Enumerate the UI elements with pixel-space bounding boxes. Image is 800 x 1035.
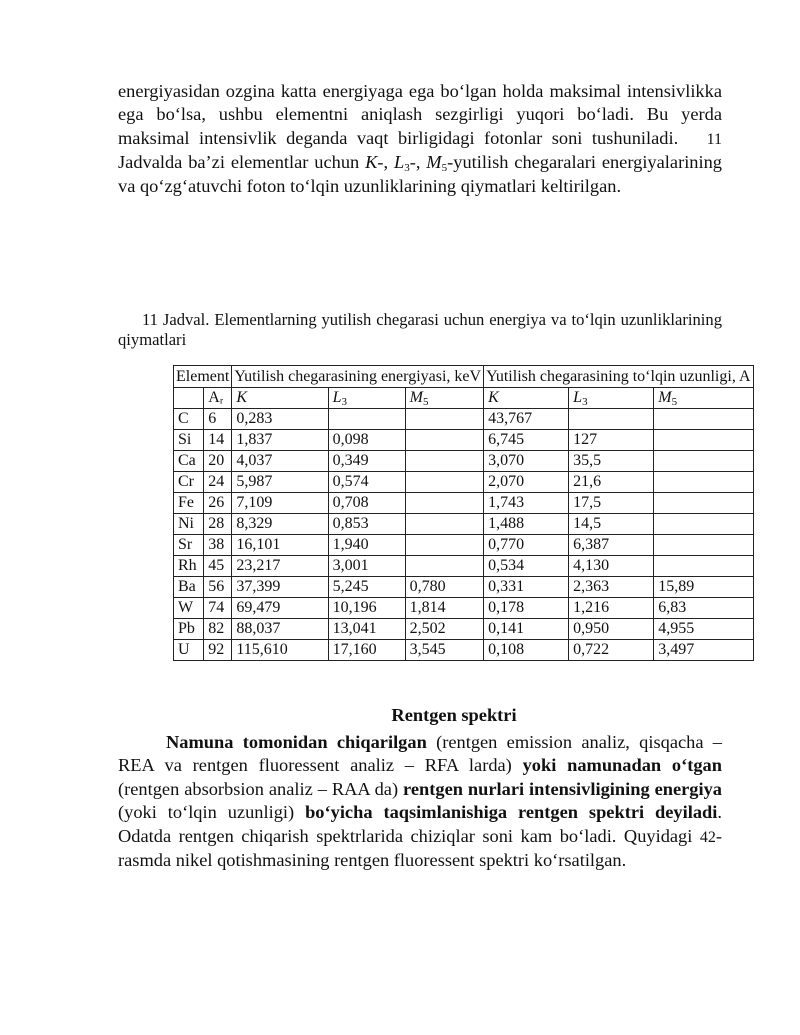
cell-wave-k: 1,743	[484, 493, 569, 514]
cell-energy-l3: 1,940	[328, 535, 405, 556]
cell-wave-l3: 1,216	[569, 598, 654, 619]
table-row	[174, 451, 754, 472]
table-row	[174, 472, 754, 493]
cell-wave-k: 3,070	[484, 451, 569, 472]
text-phrase-3: (yoki to‘lqin uzunligi)	[118, 802, 306, 823]
cell-energy-m5	[405, 535, 483, 556]
cell-energy-k: 7,109	[232, 493, 328, 514]
cell-wave-l3: 6,387	[569, 535, 654, 556]
cell-ar: 24	[204, 472, 232, 493]
cell-energy-k: 69,479	[232, 598, 328, 619]
cell-wave-m5: 15,89	[654, 577, 753, 598]
cell-element: Pb	[174, 619, 204, 640]
caption-number: 11	[142, 310, 158, 329]
symbol-sep-1: -,	[377, 152, 394, 173]
cell-energy-m5	[405, 451, 483, 472]
cell-element: Ba	[174, 577, 204, 598]
cell-energy-k: 16,101	[232, 535, 328, 556]
caption-text: Jadval. Elementlarning yutilish chegarasi uchun energiya va to‘lqin uzunliklarining qiymatlari	[118, 310, 722, 349]
cell-wave-l3: 127	[569, 430, 654, 451]
symbol-k: K	[365, 152, 378, 173]
cell-element: Fe	[174, 493, 204, 514]
cell-ar: 14	[204, 430, 232, 451]
symbol-sep-2: -,	[409, 152, 427, 173]
table-row	[174, 598, 754, 619]
cell-ar: 82	[204, 619, 232, 640]
cell-energy-l3: 17,160	[328, 640, 405, 661]
cell-energy-k: 8,329	[232, 514, 328, 535]
cell-energy-l3: 5,245	[328, 577, 405, 598]
header-wave-l3-symbol: L	[573, 389, 583, 406]
cell-energy-l3: 0,574	[328, 472, 405, 493]
table-row	[174, 493, 754, 514]
table-caption	[118, 310, 722, 350]
cell-energy-m5: 1,814	[405, 598, 483, 619]
intro-text-1: energiyasidan ozgina katta energiyaga ega bo‘lgan holda maksimal intensivlikka ega bo‘lsa, ushbu elementni aniqlash sezgirligi yuqori bo‘ladi. Bu yerda maksimal intensivlik deganda vaqt birligidagi fotonlar soni tushuniladi.	[118, 81, 722, 148]
cell-energy-m5	[405, 472, 483, 493]
table-row	[174, 556, 754, 577]
cell-energy-l3: 0,349	[328, 451, 405, 472]
cell-ar: 38	[204, 535, 232, 556]
cell-energy-k: 4,037	[232, 451, 328, 472]
intro-text-2: Jadvalda ba’zi elementlar uchun	[118, 152, 360, 173]
table-row	[174, 409, 754, 430]
cell-energy-m5	[405, 409, 483, 430]
section-heading: Rentgen spektri	[391, 705, 517, 725]
cell-energy-m5: 3,545	[405, 640, 483, 661]
cell-energy-k: 23,217	[232, 556, 328, 577]
cell-energy-m5	[405, 493, 483, 514]
cell-wave-k: 0,770	[484, 535, 569, 556]
text-phrase-5: -rasmda nikel qotishmasining rentgen fluoressent spektri ko‘rsatilgan.	[118, 825, 722, 871]
cell-ar: 45	[204, 556, 232, 577]
cell-wave-k: 0,331	[484, 577, 569, 598]
cell-wave-l3: 0,722	[569, 640, 654, 661]
cell-wave-l3: 4,130	[569, 556, 654, 577]
cell-wave-k: 0,178	[484, 598, 569, 619]
table-row	[174, 514, 754, 535]
cell-wave-m5	[654, 493, 753, 514]
table-row	[174, 619, 754, 640]
bold-phrase-3: rentgen nurlari intensivligining energiya	[403, 778, 723, 799]
cell-ar: 6	[204, 409, 232, 430]
cell-energy-l3: 3,001	[328, 556, 405, 577]
table-row	[174, 535, 754, 556]
bold-phrase-2: yoki namunadan o‘tgan	[522, 755, 722, 776]
bold-phrase-4: bo‘yicha taqsimlanishiga rentgen spektri deyiladi	[305, 802, 718, 823]
cell-wave-l3: 21,6	[569, 472, 654, 493]
cell-element: Sr	[174, 535, 204, 556]
cell-element: Si	[174, 430, 204, 451]
header-wave-m5-symbol: M	[658, 389, 672, 406]
cell-ar: 92	[204, 640, 232, 661]
table-row	[174, 430, 754, 451]
cell-energy-k: 1,837	[232, 430, 328, 451]
cell-wave-m5	[654, 556, 753, 577]
spectrum-paragraph	[118, 731, 722, 872]
header-energy-m5	[405, 388, 483, 409]
cell-wave-k: 0,108	[484, 640, 569, 661]
table-row	[174, 577, 754, 598]
cell-wave-m5	[654, 430, 753, 451]
cell-element: C	[174, 409, 204, 430]
cell-wave-k: 0,534	[484, 556, 569, 577]
symbol-l: L	[393, 152, 405, 173]
cell-element: Ca	[174, 451, 204, 472]
symbol-l-sub: 3	[404, 162, 410, 175]
cell-wave-l3: 17,5	[569, 493, 654, 514]
text-phrase-2: (rentgen absorbsion analiz – RAA da)	[118, 778, 404, 799]
cell-wave-m5	[654, 535, 753, 556]
symbol-m: M	[426, 152, 442, 173]
header-energy-k: K	[232, 388, 328, 409]
table-row	[174, 640, 754, 661]
cell-wave-k: 43,767	[484, 409, 569, 430]
intro-text-3: -yutilish chegaralari energiyalarining va qo‘zg‘atuvchi foton to‘lqin uzunliklarining qiymatlari keltirilgan.	[118, 152, 722, 196]
cell-ar: 26	[204, 493, 232, 514]
cell-element: Rh	[174, 556, 204, 577]
header-wavelength: Yutilish chegarasining to‘lqin uzunligi, A	[484, 366, 753, 388]
cell-wave-m5: 6,83	[654, 598, 753, 619]
cell-wave-m5: 3,497	[654, 640, 753, 661]
cell-wave-m5	[654, 514, 753, 535]
cell-wave-m5	[654, 451, 753, 472]
figure-reference: 42	[699, 828, 716, 846]
header-energy-m5-symbol: M	[409, 389, 423, 406]
cell-wave-l3: 35,5	[569, 451, 654, 472]
cell-energy-l3: 10,196	[328, 598, 405, 619]
cell-wave-m5	[654, 472, 753, 493]
header-wave-l3-sub: 3	[582, 396, 588, 408]
cell-energy-k: 88,037	[232, 619, 328, 640]
cell-wave-k: 2,070	[484, 472, 569, 493]
cell-element: Cr	[174, 472, 204, 493]
header-wave-l3	[569, 388, 654, 409]
cell-element: W	[174, 598, 204, 619]
cell-energy-l3: 13,041	[328, 619, 405, 640]
header-energy-l3	[328, 388, 405, 409]
cell-wave-k: 1,488	[484, 514, 569, 535]
absorption-edge-table	[173, 365, 754, 661]
cell-ar: 56	[204, 577, 232, 598]
cell-energy-m5	[405, 430, 483, 451]
bold-phrase-1: Namuna tomonidan chiqarilgan	[166, 732, 427, 752]
symbol-m-sub: 5	[441, 162, 448, 175]
intro-paragraph	[118, 80, 722, 198]
cell-element: U	[174, 640, 204, 661]
table-body	[174, 409, 754, 661]
text-phrase-1: (rentgen emission analiz, qisqacha – REA va rentgen fluoressent analiz – RFA larda)	[118, 732, 722, 776]
header-wave-k: K	[484, 388, 569, 409]
table-reference: 11	[706, 130, 722, 148]
cell-ar: 28	[204, 514, 232, 535]
cell-ar: 74	[204, 598, 232, 619]
cell-wave-l3: 2,363	[569, 577, 654, 598]
cell-wave-m5	[654, 409, 753, 430]
cell-wave-k: 6,745	[484, 430, 569, 451]
header-wave-m5-sub: 5	[671, 396, 678, 408]
text-phrase-4: . Odatda rentgen chiqarish spektrlarida chiziqlar soni kam bo‘ladi. Quyidagi	[118, 802, 722, 846]
cell-energy-k: 5,987	[232, 472, 328, 493]
cell-energy-m5: 0,780	[405, 577, 483, 598]
cell-energy-l3: 0,708	[328, 493, 405, 514]
cell-energy-k: 0,283	[232, 409, 328, 430]
cell-energy-m5: 2,502	[405, 619, 483, 640]
cell-wave-m5: 4,955	[654, 619, 753, 640]
header-wave-m5	[654, 388, 753, 409]
cell-energy-m5	[405, 556, 483, 577]
cell-wave-l3: 0,950	[569, 619, 654, 640]
cell-energy-k: 37,399	[232, 577, 328, 598]
cell-energy-l3: 0,853	[328, 514, 405, 535]
header-energy-l3-sub: 3	[341, 396, 348, 408]
cell-energy-k: 115,610	[232, 640, 328, 661]
cell-energy-l3: 0,098	[328, 430, 405, 451]
header-energy-m5-sub: 5	[422, 396, 429, 408]
header-energy-l3-symbol: L	[332, 389, 342, 406]
cell-wave-k: 0,141	[484, 619, 569, 640]
header-element: Element	[174, 366, 232, 388]
header-energy: Yutilish chegarasining energiyasi, keV	[232, 366, 484, 388]
cell-energy-m5	[405, 514, 483, 535]
cell-wave-l3	[569, 409, 654, 430]
cell-energy-l3	[328, 409, 405, 430]
header-blank	[174, 388, 204, 409]
cell-wave-l3: 14,5	[569, 514, 654, 535]
cell-element: Ni	[174, 514, 204, 535]
header-ar: Aᵣ	[204, 388, 232, 409]
cell-ar: 20	[204, 451, 232, 472]
